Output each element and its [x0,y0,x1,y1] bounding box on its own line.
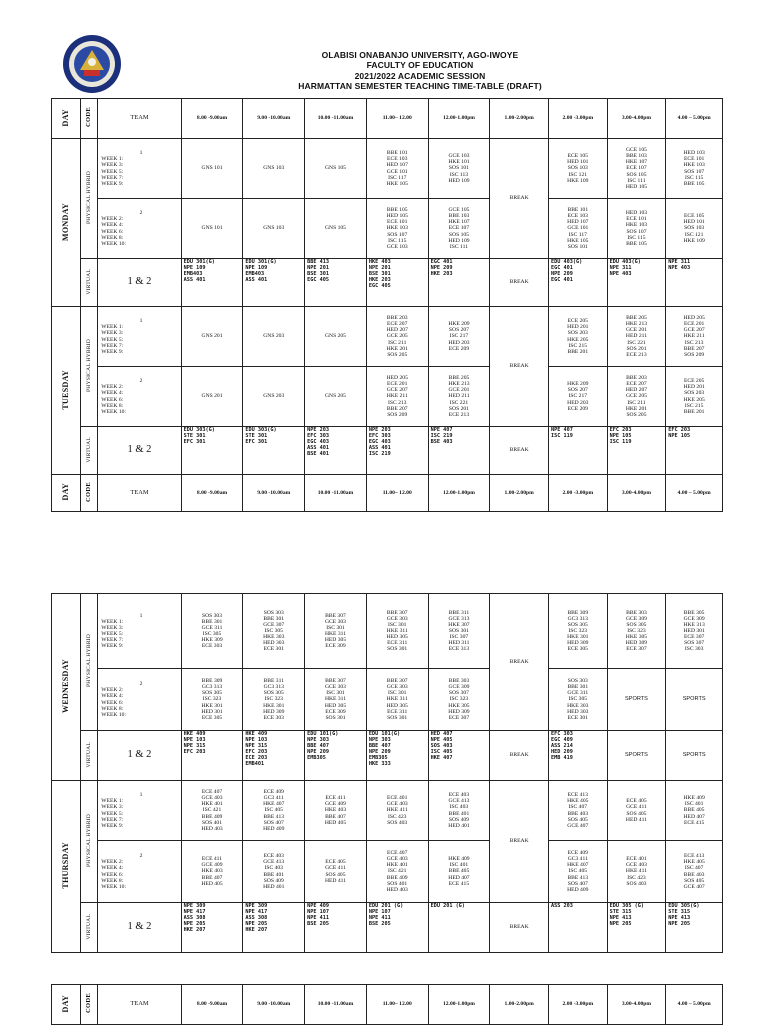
slot-header: 11.00– 12.00 [366,99,428,139]
sports-cell: SPORTS [666,731,723,781]
course-cell: BBE 203 ECE 207 HED 207 GCE 205 ISC 211 HKE 201 SOS 205 [366,307,428,367]
timetable-wed-thu [51,593,723,953]
virtual-course-cell: HKE 409 NPE 103 NPE 315 EFC 203 ECE 203 EMB401 [243,731,305,781]
slot-header: 1.00-2.00pm [490,99,549,139]
break-cell: BREAK [490,307,549,427]
slot-header: 11.00– 12.00 [366,475,428,512]
wednesday-virtual-row [52,731,723,781]
group-label: 1 & 2 [98,259,181,307]
day-cell-wednesday: WEDNESDAY [52,594,81,781]
mode-virtual: VIRTUAL [80,903,97,953]
slot-header: 8.00 -9.00am [181,475,243,512]
virtual-course-cell: HKE 409 NPE 103 NPE 315 EFC 203 [181,731,243,781]
slot-header: 9.00 -10.00am [243,475,305,512]
virtual-course-cell: HED 407 NPE 405 SOS 403 ISC 405 HKE 407 [428,731,490,781]
group-label: 1 & 2 [98,731,181,781]
course-cell: BBE 303 GCE 309 SOS 307 ISC 323 HKE 305 HED 309 ECE 307 [428,669,490,731]
course-cell: GNS 201 [181,367,243,427]
break-cell: BREAK [490,903,549,953]
slot-header: 3.00-4.00pm [607,475,666,512]
slot-header: 12.00-1.00pm [428,475,490,512]
thursday-group1-row [52,781,723,841]
page-header [0,0,768,96]
timetable-next-header [51,984,723,1025]
team-header: TEAM [98,475,181,512]
code-header: CODE [80,985,97,1025]
course-cell: ECE 407 GCE 403 HKE 401 ISC 421 BBE 409 SOS 401 HED 403 [366,841,428,903]
course-cell: SOS 303 BBE 301 GCE 307 ISC 305 HKE 303 HED 303 ECE 301 [243,594,305,669]
course-cell: BBE 309 GC3 313 SOS 305 ISC 323 HKE 301 HED 301 ECE 305 [181,669,243,731]
mode-physical-hybrid: PHYSICAL HYBRID [80,594,97,731]
slot-header: 4.00 – 5.00pm [666,985,723,1025]
break-cell: BREAK [490,594,549,731]
course-cell: HKE 409 ISC 401 BBE 405 HED 407 ECE 415 [666,781,723,841]
sports-cell: SPORTS [607,669,666,731]
course-cell: HED 103 ECE 101 HKE 103 SOS 107 ISC 115 BBE 105 [607,199,666,259]
virtual-course-cell: EDU 201 (G) [428,903,490,953]
virtual-course-cell: EDU 403(G) NPE 311 NPE 403 [607,259,666,307]
slot-header: 4.00 – 5.00pm [666,99,723,139]
code-header: CODE [80,99,97,139]
virtual-course-cell: EDU 101(G) NPE 303 BBE 407 NPE 209 EMB305 HKE 333 [366,731,428,781]
header-row [52,99,723,139]
university-logo-icon [62,34,122,94]
slot-header: 10.00 -11.00am [305,475,367,512]
course-cell: GNS 101 [181,139,243,199]
monday-group2-row [52,199,723,259]
course-cell: BBE 303 GCE 309 SOS 305 ISC 323 HKE 305 HED 309 ECE 307 [607,594,666,669]
course-cell: BBE 203 ECE 207 HED 207 GCE 205 ISC 211 HKE 201 SOS 205 [607,367,666,427]
virtual-course-cell: NPE 309 NPE 417 ASS 308 NPE 205 HKE 207 [243,903,305,953]
course-cell: GNS 103 [243,139,305,199]
course-cell: BBE 105 HED 105 ECE 101 HKE 103 SOS 107 ISC 115 GCE 103 [366,199,428,259]
course-cell: SOS 303 BBE 301 GCE 311 ISC 305 HKE 309 ECE 303 [181,594,243,669]
weeks-group1: 1 WEEK 1: WEEK 3: WEEK 5: WEEK 7: WEEK 9: [98,594,181,669]
mode-virtual: VIRTUAL [80,731,97,781]
course-cell: ECE 407 GCE 403 HKE 401 ISC 421 BBE 409 SOS 401 HED 403 [181,781,243,841]
thursday-group2-row [52,841,723,903]
header-row [52,985,723,1025]
course-cell: ECE 401 GCE 403 HKE 411 ISC 423 SOS 403 [366,781,428,841]
slot-header: 9.00 -10.00am [243,985,305,1025]
slot-header: 4.00 – 5.00pm [666,475,723,512]
virtual-course-cell: EDU 403(G) EGC 401 NPE 209 EGC 401 [548,259,607,307]
monday-virtual-row [52,259,723,307]
weeks-group1: 1 WEEK 1: WEEK 3: WEEK 5: WEEK 7: WEEK 9: [98,307,181,367]
virtual-course-cell: EFC 303 EGC 409 ASS 214 HED 209 EMB 419 [548,731,607,781]
slot-header: 2.00 -3.00pm [548,985,607,1025]
weeks-group2: 2 WEEK 2: WEEK 4: WEEK 6: WEEK 8: WEEK 10: [98,367,181,427]
wednesday-group2-row [52,669,723,731]
slot-header: 2.00 -3.00pm [548,99,607,139]
course-cell: GCE 103 HKE 101 SOS 101 ISC 113 HED 109 [428,139,490,199]
virtual-course-cell: ASS 203 [548,903,607,953]
course-cell: HKE 409 ISC 401 BBE 405 HED 407 ECE 415 [428,841,490,903]
course-cell: ECE 405 GCE 411 SOS 405 HED 411 [607,781,666,841]
course-cell: BBE 205 HKE 213 GCE 201 HED 211 ISC 221 SOS 201 ECE 213 [428,367,490,427]
sports-cell: SPORTS [666,669,723,731]
course-cell: GNS 103 [243,199,305,259]
header-text [230,50,610,92]
course-cell: GCE 105 BBE 103 HKE 107 ECE 107 SOS 105 ISC 111 HED 105 [607,139,666,199]
virtual-course-cell: HKE 403 NPE 201 BSE 301 HKE 203 EGC 405 [366,259,428,307]
slot-header: 10.00 -11.00am [305,99,367,139]
virtual-course-cell: EDU 201 (G) NPE 107 NPE 411 BSE 205 [366,903,428,953]
virtual-course-cell: BBE 413 NPE 201 BSE 301 EGC 405 [305,259,367,307]
tuesday-group1-row [52,307,723,367]
break-cell: BREAK [490,781,549,903]
course-cell: GNS 203 [243,307,305,367]
virtual-course-cell: NPE 203 EFC 303 EGC 403 ASS 401 BSE 401 [305,427,367,475]
course-cell: ECE 411 GCE 409 HKE 403 BBE 407 HED 405 [305,781,367,841]
timetable-mon-tue [51,98,723,512]
mode-physical-hybrid: PHYSICAL HYBRID [80,307,97,427]
day-cell-tuesday: TUESDAY [52,307,81,475]
course-cell: ECE 205 HED 201 SOS 203 HKE 205 ISC 215 BBE 201 [548,307,607,367]
course-cell: GNS 101 [181,199,243,259]
team-header: TEAM [98,99,181,139]
team-header: TEAM [98,985,181,1025]
course-cell: BBE 305 GCE 309 HKE 313 HED 301 ECE 307 SOS 307 ISC 303 [666,594,723,669]
course-cell: HKE 209 SOS 207 ISC 217 HED 203 ECE 209 [548,367,607,427]
course-cell: HKE 209 SOS 207 ISC 217 HED 203 ECE 209 [428,307,490,367]
thursday-virtual-row [52,903,723,953]
course-cell: GNS 201 [181,307,243,367]
course-cell: HED 205 ECE 201 GCE 207 HKE 211 ISC 213 BBE 207 SOS 209 [666,307,723,367]
course-cell: ECE 405 GCE 411 SOS 405 HED 411 [305,841,367,903]
course-cell: ECE 105 HED 101 SOS 103 ISC 121 HKE 109 [548,139,607,199]
course-cell: GCE 105 BBE 103 HKE 107 ECE 107 SOS 105 HED 109 ISC 111 [428,199,490,259]
course-cell: GNS 205 [305,367,367,427]
group-label: 1 & 2 [98,427,181,475]
virtual-course-cell: NPE 309 NPE 417 ASS 308 NPE 205 HKE 207 [181,903,243,953]
course-cell: BBE 307 GCE 303 ISC 301 HKE 311 HED 305 ECE 311 SOS 301 [366,594,428,669]
course-cell: GNS 203 [243,367,305,427]
footer-header-row [52,475,723,512]
weeks-group2: 2 WEEK 2: WEEK 4: WEEK 6: WEEK 8: WEEK 10: [98,841,181,903]
faculty-name: FACULTY OF EDUCATION [366,60,474,71]
course-cell: ECE 413 HKE 405 ISC 407 BBE 403 SOS 405 GCE 407 [666,841,723,903]
course-cell: ECE 401 GCE 403 HKE 411 ISC 423 SOS 403 [607,841,666,903]
virtual-course-cell: EFC 203 NPE 105 ISC 119 [607,427,666,475]
monday-group1-row [52,139,723,199]
session-title: 2021/2022 ACADEMIC SESSION [354,70,486,81]
slot-header: 1.00-2.00pm [490,475,549,512]
slot-header: 8.00 -9.00am [181,985,243,1025]
virtual-course-cell: NPE 407 ISC 219 BSE 403 [428,427,490,475]
weeks-group2: 2 WEEK 2: WEEK 4: WEEK 6: WEEK 8: WEEK 10: [98,669,181,731]
code-header: CODE [80,475,97,512]
virtual-course-cell: EFC 203 NPE 105 [666,427,723,475]
slot-header: 2.00 -3.00pm [548,475,607,512]
virtual-course-cell: NPE 407 ISC 119 [548,427,607,475]
university-name: OLABISI ONABANJO UNIVERSITY, AGO-IWOYE [321,50,519,60]
mode-virtual: VIRTUAL [80,259,97,307]
course-cell: ECE 105 HED 101 SOS 103 ISC 121 HKE 109 [666,199,723,259]
slot-header: 8.00 -9.00am [181,99,243,139]
virtual-course-cell: EDU 101(G) NPE 303 BBE 407 NPE 209 EMB305 [305,731,367,781]
sports-cell: SPORTS [607,731,666,781]
virtual-course-cell: EDU 301(G) NPE 109 EMB403 ASS 401 [243,259,305,307]
course-cell: BBE 101 ECE 103 HED 107 GCE 101 ISC 117 HKE 105 SOS 101 [548,199,607,259]
course-cell: HED 103 ECE 101 HKE 103 SOS 107 ISC 115 BBE 105 [666,139,723,199]
course-cell: SOS 303 BBE 301 GCE 311 ISC 305 HKE 303 HED 303 ECE 301 [548,669,607,731]
course-cell: BBE 311 GC3 313 SOS 305 ISC 323 HKE 301 HED 309 ECE 303 [243,669,305,731]
slot-header: 1.00-2.00pm [490,985,549,1025]
course-cell: BBE 309 GC3 313 SOS 305 ISC 323 HKE 301 HED 309 ECE 305 [548,594,607,669]
slot-header: 10.00 -11.00am [305,985,367,1025]
virtual-course-cell: EGC 401 NPE 209 HKE 203 [428,259,490,307]
course-cell: ECE 409 GC3 411 HKE 407 ISC 405 BBE 413 SOS 407 HED 409 [243,781,305,841]
course-cell: ECE 403 GCE 413 ISC 403 BBE 401 SOS 409 HED 401 [243,841,305,903]
break-cell: BREAK [490,139,549,259]
day-header: DAY [52,985,81,1025]
course-cell: ECE 409 GC3 411 HKE 407 ISC 405 BBE 413 SOS 407 HED 409 [548,841,607,903]
course-cell: BBE 307 GCE 303 ISC 301 HKE 311 HED 305 ECE 311 SOS 301 [366,669,428,731]
day-cell-thursday: THURSDAY [52,781,81,953]
course-cell: ECE 205 HED 201 SOS 203 HKE 205 ISC 215 BBE 201 [666,367,723,427]
day-header: DAY [52,475,81,512]
slot-header: 11.00– 12.00 [366,985,428,1025]
mode-virtual: VIRTUAL [80,427,97,475]
break-cell: BREAK [490,731,549,781]
virtual-course-cell: NPE 409 NPE 107 NPE 411 BSE 205 [305,903,367,953]
course-cell: ECE 403 GCE 413 ISC 403 BBE 401 SOS 409 HED 401 [428,781,490,841]
day-cell-monday: MONDAY [52,139,81,307]
virtual-course-cell: NPE 311 NPE 403 [666,259,723,307]
slot-header: 12.00-1.00pm [428,985,490,1025]
course-cell: BBE 205 HKE 213 GCE 201 HED 211 ISC 221 SOS 201 ECE 213 [607,307,666,367]
virtual-course-cell: NPE 203 EFC 303 EGC 403 ASS 401 ISC 219 [366,427,428,475]
virtual-course-cell: EDU 301(G) NPE 109 EMB403 ASS 401 [181,259,243,307]
virtual-course-cell: EDU 305(G) STE 315 NPE 413 NPE 205 [666,903,723,953]
course-cell: GNS 205 [305,307,367,367]
slot-header: 9.00 -10.00am [243,99,305,139]
slot-header: 3.00-4.00pm [607,99,666,139]
weeks-group1: 1 WEEK 1: WEEK 3: WEEK 5: WEEK 7: WEEK 9: [98,139,181,199]
course-cell: ECE 413 HKE 405 ISC 407 BBE 403 SOS 405 GCE 407 [548,781,607,841]
group-label: 1 & 2 [98,903,181,953]
course-cell: BBE 101 ECE 103 HED 107 GCE 101 ISC 117 HKE 105 [366,139,428,199]
virtual-course-cell: EDU 305 (G) STE 315 NPE 413 NPE 205 [607,903,666,953]
wednesday-group1-row [52,594,723,669]
mode-physical-hybrid: PHYSICAL HYBRID [80,139,97,259]
day-header: DAY [52,99,81,139]
course-cell: BBE 307 GCE 303 ISC 301 HKE 311 HED 305 ECE 309 SOS 301 [305,669,367,731]
tuesday-group2-row [52,367,723,427]
course-cell: BBE 311 GCE 313 HKE 307 SOS 301 ISC 307 HED 311 ECE 313 [428,594,490,669]
course-cell: GNS 105 [305,199,367,259]
timetable-title: HARMATTAN SEMESTER TEACHING TIME-TABLE (DRAFT) [298,81,542,92]
virtual-course-cell: EDU 303(G) STE 301 EFC 301 [181,427,243,475]
tuesday-virtual-row [52,427,723,475]
mode-physical-hybrid: PHYSICAL HYBRID [80,781,97,903]
break-cell: BREAK [490,259,549,307]
course-cell: HED 205 ECE 201 GCE 207 HKE 211 ISC 213 BBE 207 SOS 209 [366,367,428,427]
course-cell: ECE 411 GCE 409 HKE 403 BBE 407 HED 405 [181,841,243,903]
slot-header: 3.00-4.00pm [607,985,666,1025]
virtual-course-cell: EDU 303(G) STE 301 EFC 301 [243,427,305,475]
weeks-group2: 2 WEEK 2: WEEK 4: WEEK 6: WEEK 8: WEEK 10: [98,199,181,259]
break-cell: BREAK [490,427,549,475]
weeks-group1: 1 WEEK 1: WEEK 3: WEEK 5: WEEK 7: WEEK 9: [98,781,181,841]
slot-header: 12.00-1.00pm [428,99,490,139]
course-cell: BBE 307 GCE 303 ISC 301 HKE 311 HED 305 ECE 309 [305,594,367,669]
course-cell: GNS 105 [305,139,367,199]
